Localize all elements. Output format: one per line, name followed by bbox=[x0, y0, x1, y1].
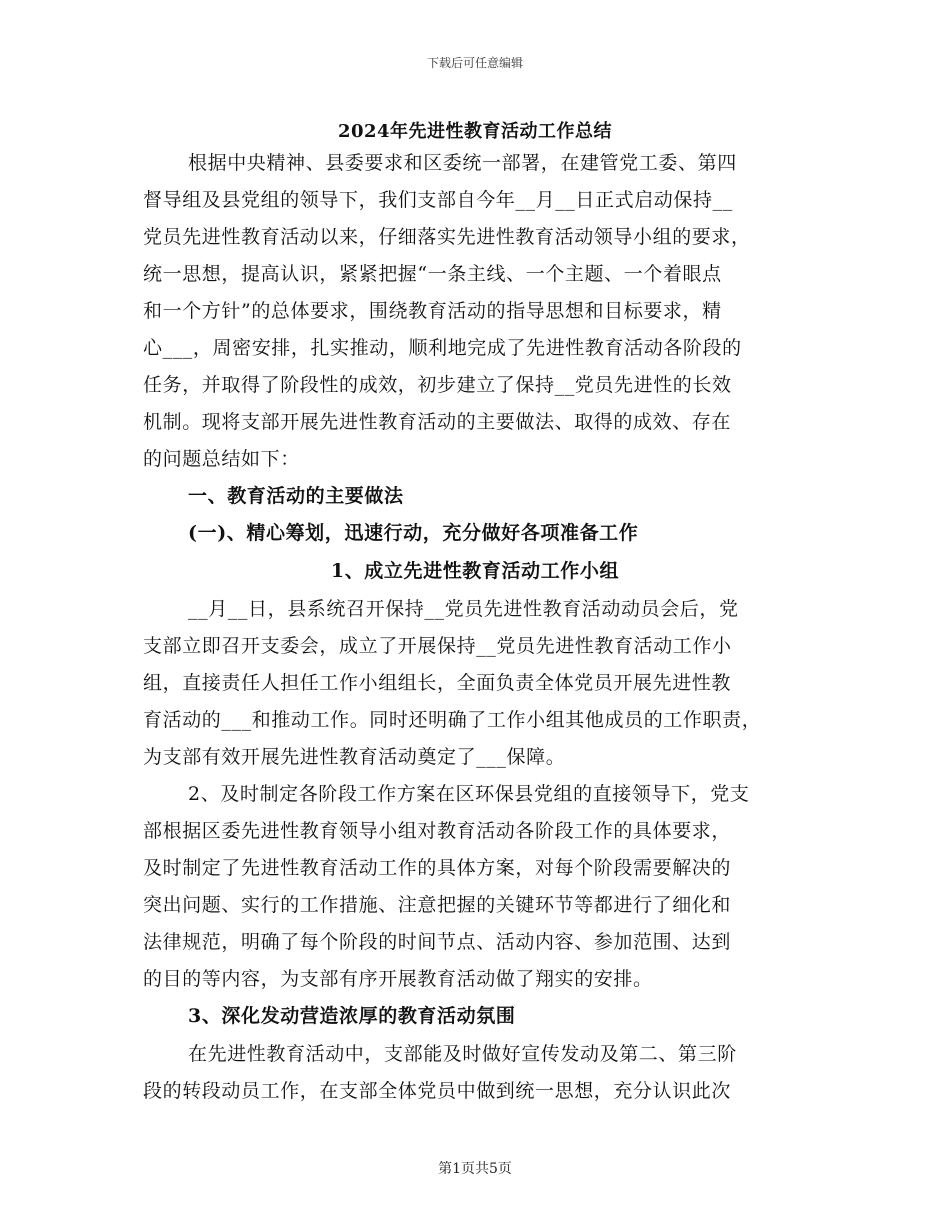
paragraph-line: 心___，周密安排，扎实推动，顺利地完成了先进性教育活动各阶段的 bbox=[143, 337, 742, 359]
paragraph-line: 机制。现将支部开展先进性教育活动的主要做法、取得的成效、存在 bbox=[143, 411, 732, 433]
paragraph-line: 组，直接责任人担任工作小组组长，全面负责全体党员开展先进性教 bbox=[143, 672, 732, 694]
paragraph-line: 在先进性教育活动中，支部能及时做好宣传发动及第二、第三阶 bbox=[188, 1043, 737, 1065]
subsection-heading: (一)、精心筹划，迅速行动，充分做好各项准备工作 bbox=[188, 522, 639, 544]
paragraph-line: 的问题总结如下： bbox=[143, 448, 300, 470]
paragraph-line: 为支部有效开展先进性教育活动奠定了___保障。 bbox=[143, 746, 566, 768]
paragraph-line: 段的转段动员工作，在支部全体党员中做到统一思想，充分认识此次 bbox=[143, 1080, 732, 1102]
paragraph-line: 统一思想，提高认识，紧紧把握“一条主线、一个主题、一个着眼点 bbox=[143, 263, 722, 285]
paragraph-line: 2、及时制定各阶段工作方案在区环保县党组的直接领导下，党支 bbox=[188, 783, 750, 805]
paragraph-line: 部根据区委先进性教育领导小组对教育活动各阶段工作的具体要求， bbox=[143, 820, 732, 842]
header-note: 下载后可任意编辑 bbox=[426, 56, 523, 70]
item-heading: 1、成立先进性教育活动工作小组 bbox=[330, 560, 620, 582]
section-heading: 一、教育活动的主要做法 bbox=[188, 485, 404, 507]
paragraph-line: 和一个方针”的总体要求，围绕教育活动的指导思想和目标要求，精 bbox=[143, 300, 722, 322]
paragraph-line: 任务，并取得了阶段性的成效，初步建立了保持__党员先进性的长效 bbox=[143, 374, 732, 396]
paragraph-line: 育活动的___和推动工作。同时还明确了工作小组其他成员的工作职责， bbox=[143, 709, 762, 731]
paragraph-line: 督导组及县党组的领导下，我们支部自今年__月__日正式启动保持__ bbox=[143, 189, 733, 211]
paragraph-line: 突出问题、实行的工作措施、注意把握的关键环节等都进行了细化和 bbox=[143, 894, 732, 916]
document-title: 2024年先进性教育活动工作总结 bbox=[337, 121, 613, 142]
paragraph-line: 支部立即召开支委会，成立了开展保持__党员先进性教育活动工作小 bbox=[143, 635, 732, 657]
page-footer: 第1页共5页 bbox=[438, 1161, 512, 1177]
paragraph-line: 根据中央精神、县委要求和区委统一部署，在建管党工委、第四 bbox=[188, 152, 737, 174]
paragraph-line: __月__日，县系统召开保持__党员先进性教育活动动员会后，党 bbox=[188, 598, 739, 620]
paragraph-line: 的目的等内容，为支部有序开展教育活动做了翔实的安排。 bbox=[143, 968, 653, 990]
paragraph-line: 党员先进性教育活动以来，仔细落实先进性教育活动领导小组的要求， bbox=[143, 226, 751, 248]
item-heading: 3、深化发动营造浓厚的教育活动氛围 bbox=[188, 1005, 516, 1027]
paragraph-line: 及时制定了先进性教育活动工作的具体方案，对每个阶段需要解决的 bbox=[143, 857, 732, 879]
paragraph-line: 法律规范，明确了每个阶段的时间节点、活动内容、参加范围、达到 bbox=[143, 931, 732, 953]
